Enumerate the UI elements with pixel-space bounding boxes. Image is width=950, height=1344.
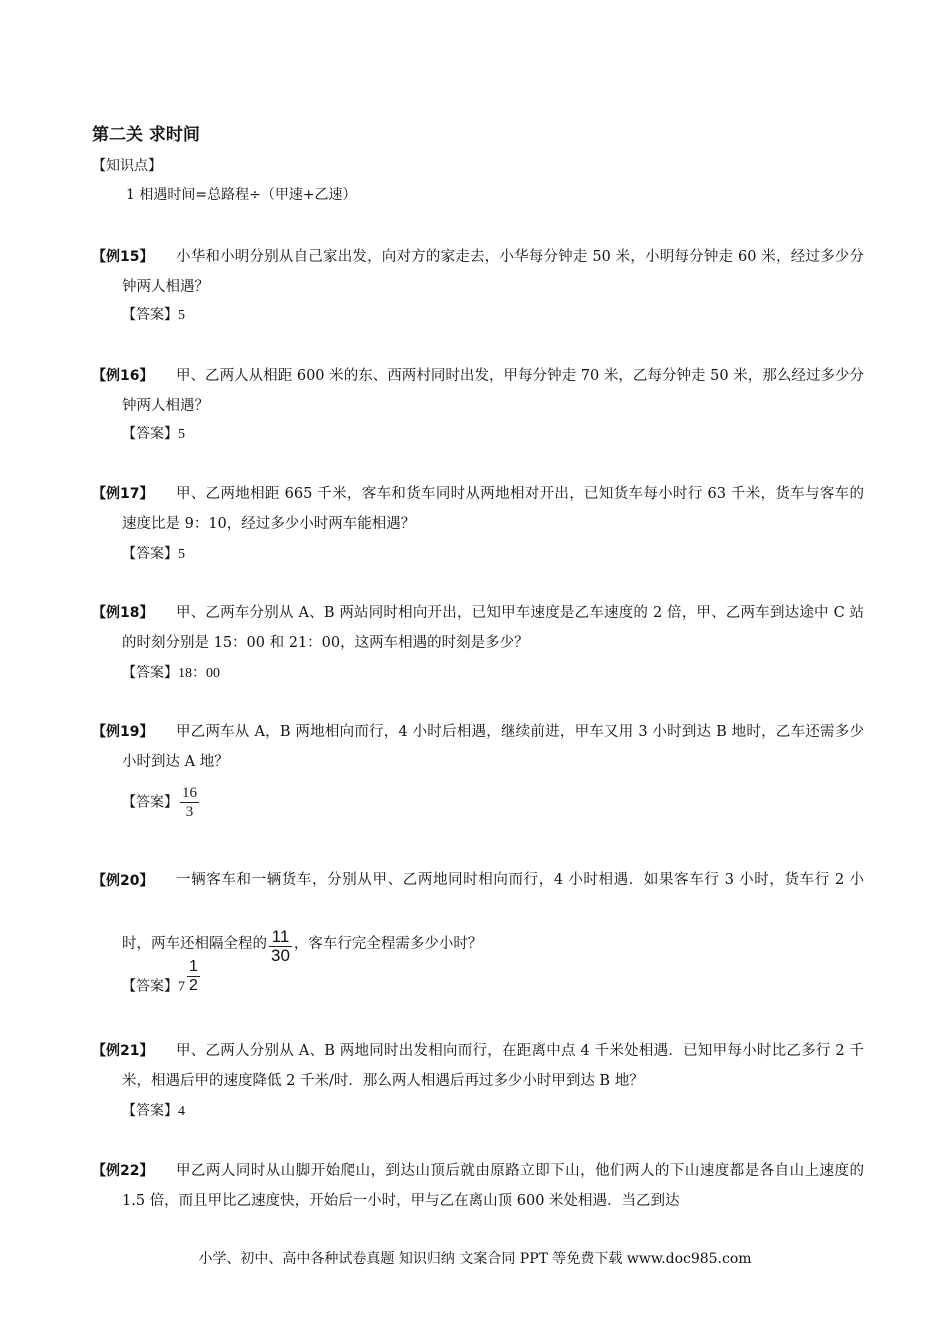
example-17-answer	[122, 544, 185, 565]
fraction-denominator: 30	[271, 946, 290, 965]
section-title: 第二关 求时间	[92, 125, 200, 145]
example-16-text: 甲、乙两人从相距 600 米的东、西两村同时出发，甲每分钟走 70 米，乙每分钟走 50 米，那么经过多少分钟两人相遇？	[122, 368, 864, 414]
example-20-text	[122, 848, 864, 976]
answer-value: 5	[178, 427, 185, 442]
example-16-label: 【例16】	[92, 368, 154, 384]
answer-fraction	[180, 784, 199, 821]
answer-fraction	[187, 958, 200, 995]
knowledge-point-formula: 1 相遇时间=总路程÷（甲速+乙速）	[126, 187, 357, 203]
example-15-text: 小华和小明分别从自己家出发，向对方的家走去，小华每分钟走 50 米，小明每分钟走 60 米，经过多少分钟两人相遇？	[122, 249, 864, 295]
answer-label: 【答案】	[122, 426, 178, 442]
answer-label: 【答案】	[122, 307, 178, 323]
fraction-denominator: 3	[185, 804, 194, 820]
answer-value: 5	[178, 547, 185, 562]
example-20-text-part1: 一辆客车和一辆货车，分别从甲、乙两地同时相向而行，4 小时相遇．如果客车行 3 小时，货车行 2 小时，两车还相隔全程的	[122, 872, 864, 952]
example-15-label: 【例15】	[92, 249, 154, 265]
example-19-label: 【例19】	[92, 724, 154, 740]
example-16-answer	[122, 424, 185, 445]
example-18-text: 甲、乙两车分别从 A、B 两站同时相向开出，已知甲车速度是乙车速度的 2 倍，甲、乙两车到达途中 C 站的时刻分别是 15：00 和 21：00，这两车相遇的时刻是多少？	[122, 605, 864, 651]
answer-label: 【答案】	[122, 665, 178, 681]
answer-label: 【答案】	[122, 794, 178, 811]
answer-value: 5	[178, 308, 185, 323]
answer-whole: 7	[178, 979, 185, 995]
example-18-label: 【例18】	[92, 605, 154, 621]
example-22-text: 甲乙两人同时从山脚开始爬山，到达山顶后就由原路立即下山，他们两人的下山速度都是各自山上速度的 1.5 倍，而且甲比乙速度快，开始后一小时，甲与乙在离山顶 600 米处相遇．当乙到达	[122, 1163, 864, 1209]
example-20-text-part2: ，客车行完全程需多少小时？	[293, 936, 483, 952]
inline-fraction	[269, 928, 292, 965]
fraction-numerator: 16	[182, 785, 197, 801]
example-17-text: 甲、乙两地相距 665 千米，客车和货车同时从两地相对开出，已知货车每小时行 63 千米，货车与客车的速度比是 9：10，经过多少小时两车能相遇？	[122, 486, 864, 532]
answer-value: 18：00	[178, 666, 220, 681]
example-19-text: 甲乙两车从 A，B 两地相向而行，4 小时后相遇，继续前进，甲车又用 3 小时到达 B 地时，乙车还需多少小时到达 A 地？	[122, 724, 864, 770]
fraction-numerator: 11	[271, 927, 290, 946]
answer-value: 4	[178, 1104, 185, 1119]
example-21-label: 【例21】	[92, 1043, 154, 1059]
answer-label: 【答案】	[122, 1103, 178, 1119]
example-21-answer	[122, 1101, 185, 1122]
fraction-denominator: 2	[189, 977, 198, 994]
example-18-answer	[122, 663, 220, 684]
example-17-label: 【例17】	[92, 486, 154, 502]
example-21-text: 甲、乙两人分别从 A、B 两地同时出发相向而行，在距离中点 4 千米处相遇．已知甲每小时比乙多行 2 千米，相遇后甲的速度降低 2 千米/时．那么两人相遇后再过多少小时甲到达 B 地？	[122, 1043, 864, 1089]
answer-label: 【答案】	[122, 546, 178, 562]
example-15-answer	[122, 305, 185, 326]
answer-label: 【答案】	[122, 978, 178, 995]
example-20-answer	[122, 958, 202, 998]
example-20-label: 【例20】	[92, 873, 154, 889]
example-19-answer	[122, 784, 201, 821]
example-22-label: 【例22】	[92, 1163, 154, 1179]
page-footer: 小学、初中、高中各种试卷真题 知识归纳 文案合同 PPT 等免费下载 www.doc985.com	[198, 1251, 752, 1267]
knowledge-point-label: 【知识点】	[92, 158, 162, 174]
fraction-numerator: 1	[189, 958, 198, 975]
